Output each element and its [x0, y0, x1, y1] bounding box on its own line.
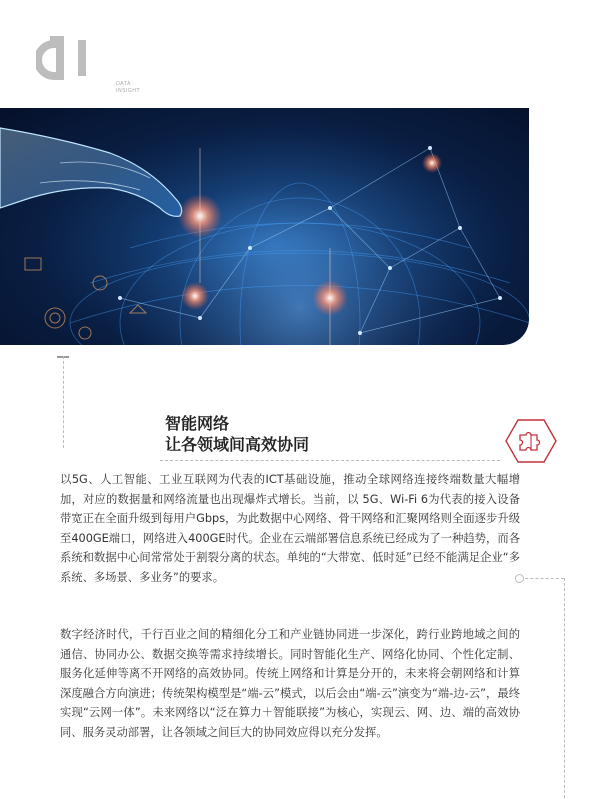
hero-image — [0, 108, 529, 345]
body-paragraph-1: 以5G、人工智能、工业互联网为代表的ICT基础设施，推动全球网络连接终端数量大幅增加，对应的数据量和网络流量也出现爆炸式增长。当前，以 5G、Wi-Fi 6为代表的接入设备带宽正在全面升级到每用户Gbps，为此数据中心网络、骨干网络和汇聚网络则全面逐步升级至400GE端口，网络进入400GE时代。企业在云端部署信息系统已经成为了一种趋势，而各系统和数据中心间常常处于割裂分离的状态。单纯的“大带宽、低时延”已经不能满足企业“多系统、多场景、多业务”的要求。 — [60, 473, 520, 584]
title-underline — [160, 460, 500, 461]
logo-text-line-1: DATA — [116, 81, 131, 87]
section-title-line-1: 智能网络 — [165, 414, 230, 433]
logo-mark-icon — [36, 36, 96, 80]
section-title-line-2: 让各领域间高效协同 — [165, 435, 310, 454]
dashed-connector-right-vertical — [564, 578, 565, 798]
logo-text-line-2: INSIGHT — [116, 88, 141, 94]
logo-text — [116, 81, 140, 95]
section-title — [165, 413, 309, 455]
dashed-connector-right — [520, 578, 564, 579]
brand-logo — [36, 36, 141, 94]
puzzle-hexagon-icon — [505, 418, 557, 464]
body-paragraph-2: 数字经济时代，千行百业之间的精细化分工和产业链协同进一步深化，跨行业跨地域之间的通信、协同办公、数据交换等需求持续增长。同时智能化生产、网络化协同、个性化定制、服务化延伸等离不开网络的高效协同。传统上网络和计算是分开的，未来将会朝网络和计算深度融合方向演进；传统架构模型是“端-云”模式，以后会由“端-云”演变为“端-边-云”，最终实现“云网一体”。未来网络以“泛在算力＋智能联接”为核心，实现云、网、边、端的高效协同、服务灵动部署，让各领域之间巨大的协同效应得以充分发挥。 — [60, 628, 520, 739]
dashed-connector-left — [63, 356, 64, 448]
network-illustration — [0, 108, 529, 345]
connector-node-icon — [515, 574, 524, 583]
